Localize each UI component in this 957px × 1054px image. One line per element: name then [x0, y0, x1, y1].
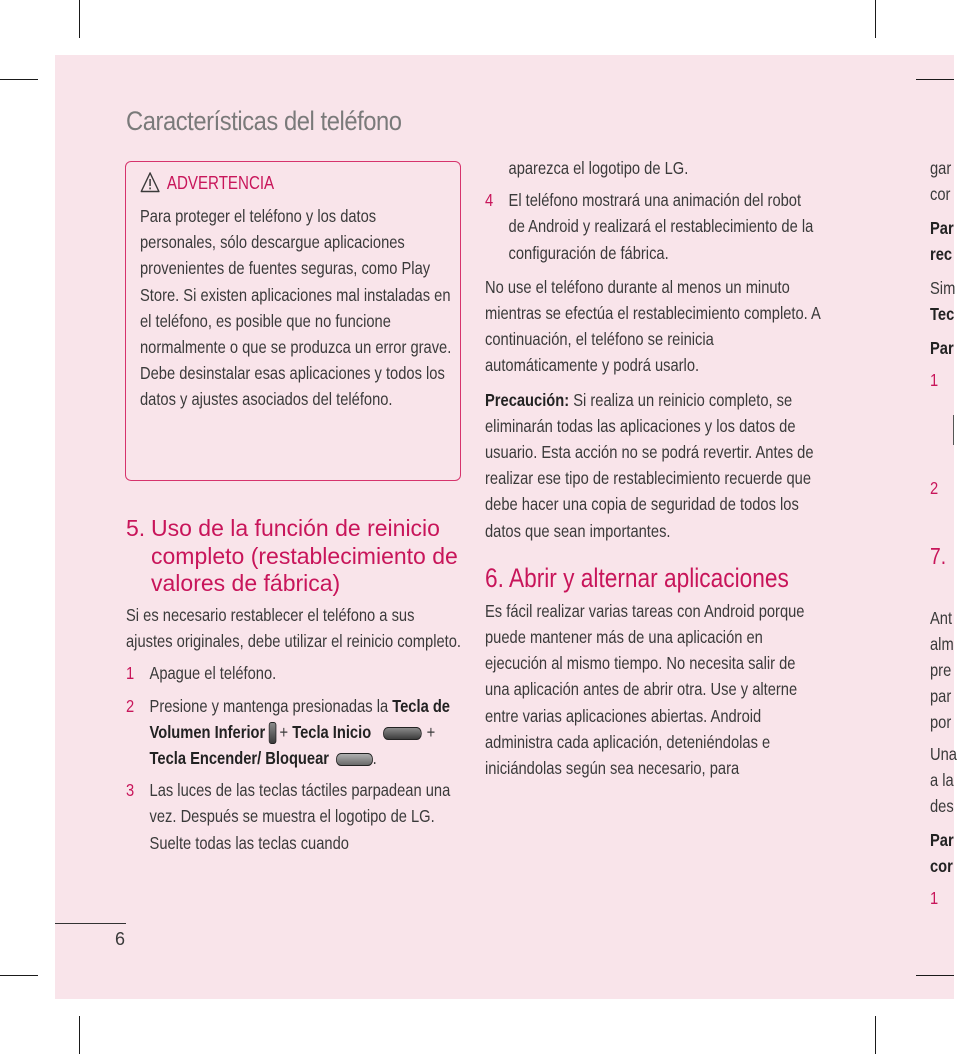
list-item: [485, 155, 821, 181]
cut-text: Par: [930, 830, 954, 850]
caution-label: Precaución:: [485, 389, 570, 410]
step-number: 2: [126, 695, 135, 716]
crop-mark: [79, 1016, 80, 1054]
home-key-label: Tecla Inicio: [292, 721, 372, 742]
step-text: Presione y mantenga presionadas la: [149, 695, 389, 716]
middle-column: [485, 155, 821, 781]
step-number: 4: [485, 190, 494, 211]
caution-paragraph: [485, 387, 821, 544]
cut-text: pre: [930, 660, 952, 680]
crop-mark: [0, 975, 38, 976]
page-title: Características del teléfono: [126, 106, 402, 136]
step-text: El teléfono mostrará una animación del robot de Android y realizará el restablecimiento de la configuración de fábrica.: [508, 190, 814, 263]
reset-paragraph: No use el teléfono durante al menos un minuto mientras se efectúa el restablecimiento completo. A continuación, el teléfono se reinicia automáticamente y podrá usarlo.: [485, 276, 821, 376]
section-5-intro: Si es necesario restablecer el teléfono a sus ajustes originales, debe utilizar el reinicio completo.: [126, 605, 462, 652]
section-6-body: Es fácil realizar varias tareas con Android porque puede mantener más de una aplicación en ejecución al mismo tiempo. No necesita salir de una aplicación antes de abrir otra. Use y alterne entre varias aplicaciones abiertas. Android administra cada aplicación, deteniéndolas e iniciándolas según sea necesario, para: [485, 600, 805, 779]
plus-sign: +: [279, 721, 289, 742]
cut-text: 1: [930, 370, 939, 390]
cut-text: 1: [930, 888, 939, 908]
warning-triangle-icon: [140, 171, 160, 193]
warning-title: ADVERTENCIA: [166, 173, 275, 193]
section-number: 5.: [126, 515, 146, 541]
crop-mark: [916, 975, 954, 976]
step-text-continued: aparezca el logotipo de LG.: [508, 158, 689, 178]
volume-key-icon: [269, 722, 277, 744]
step-number: 1: [126, 663, 135, 684]
cut-text: Par: [930, 218, 954, 238]
step-text: Las luces de las teclas táctiles parpadean una vez. Después se muestra el logotipo de LG. Suelte todas las teclas cuando: [149, 780, 451, 853]
section-6-heading: 6. Abrir y alternar aplicaciones: [485, 562, 789, 593]
list-item: [126, 660, 462, 686]
cut-text: gar: [930, 158, 952, 178]
cut-text: cor: [930, 856, 953, 876]
power-key-label: Tecla Encender/ Bloquear: [149, 748, 329, 769]
cut-text: 7.: [930, 543, 947, 569]
cut-text: cor: [930, 184, 951, 204]
cut-text: Una: [930, 744, 957, 764]
crop-mark: [875, 1016, 876, 1054]
cut-text: 2: [930, 478, 939, 498]
step-text: Apague el teléfono.: [149, 663, 277, 684]
volume-down-key-label: Tecla de Volumen Inferior: [149, 695, 450, 742]
next-page-edge: [930, 155, 957, 915]
warning-body: [140, 203, 455, 413]
crop-mark: [875, 0, 876, 38]
period: .: [372, 748, 377, 769]
cut-text: des: [930, 796, 954, 816]
cut-text: a la: [930, 770, 954, 790]
step-number: 3: [126, 780, 135, 801]
list-item: [126, 693, 462, 772]
crop-mark: [0, 79, 38, 80]
page-number: 6: [115, 929, 126, 949]
section-title: Uso de la función de reinicio completo (restablecimiento de valores de fábrica): [151, 515, 458, 596]
cut-text: rec: [930, 244, 953, 264]
cut-text: par: [930, 686, 952, 706]
cut-text: Tec: [930, 304, 955, 324]
footer-rule: [55, 923, 126, 924]
warning-text: Para proteger el teléfono y los datos personales, sólo descargue aplicaciones provenientes de fuentes seguras, como Play Store. Si existen aplicaciones mal instaladas en el teléfono, es posible que no funcione normalmente o que se produzca un error grave. Debe desinstalar esas aplicaciones y todos los datos y ajustes asociados del teléfono.: [140, 206, 452, 410]
left-column: [126, 602, 462, 856]
list-item: [126, 777, 462, 856]
crop-mark: [79, 0, 80, 38]
steps-list-continued: [485, 155, 821, 266]
cut-text: por: [930, 712, 952, 732]
cut-text: Par: [930, 338, 954, 358]
cut-text: alm: [930, 634, 954, 654]
home-key-icon: [383, 727, 422, 740]
steps-list: [126, 660, 462, 855]
list-item: [485, 187, 821, 266]
section-5-heading: [126, 515, 526, 598]
cut-text: Sim: [930, 278, 956, 298]
power-key-icon: [336, 753, 373, 766]
plus-sign: +: [426, 721, 436, 742]
cut-key-icon: [953, 415, 954, 445]
crop-mark: [916, 79, 954, 80]
cut-text: Ant: [930, 608, 953, 628]
warning-header: [140, 170, 459, 196]
caution-text: Si realiza un reinicio completo, se eliminarán todas las aplicaciones y los datos de usuario. Esta acción no se podrá revertir. Antes de realizar ese tipo de restablecimiento recuerde que debe hacer una copia de seguridad de todos los datos que sean importantes.: [485, 389, 814, 541]
